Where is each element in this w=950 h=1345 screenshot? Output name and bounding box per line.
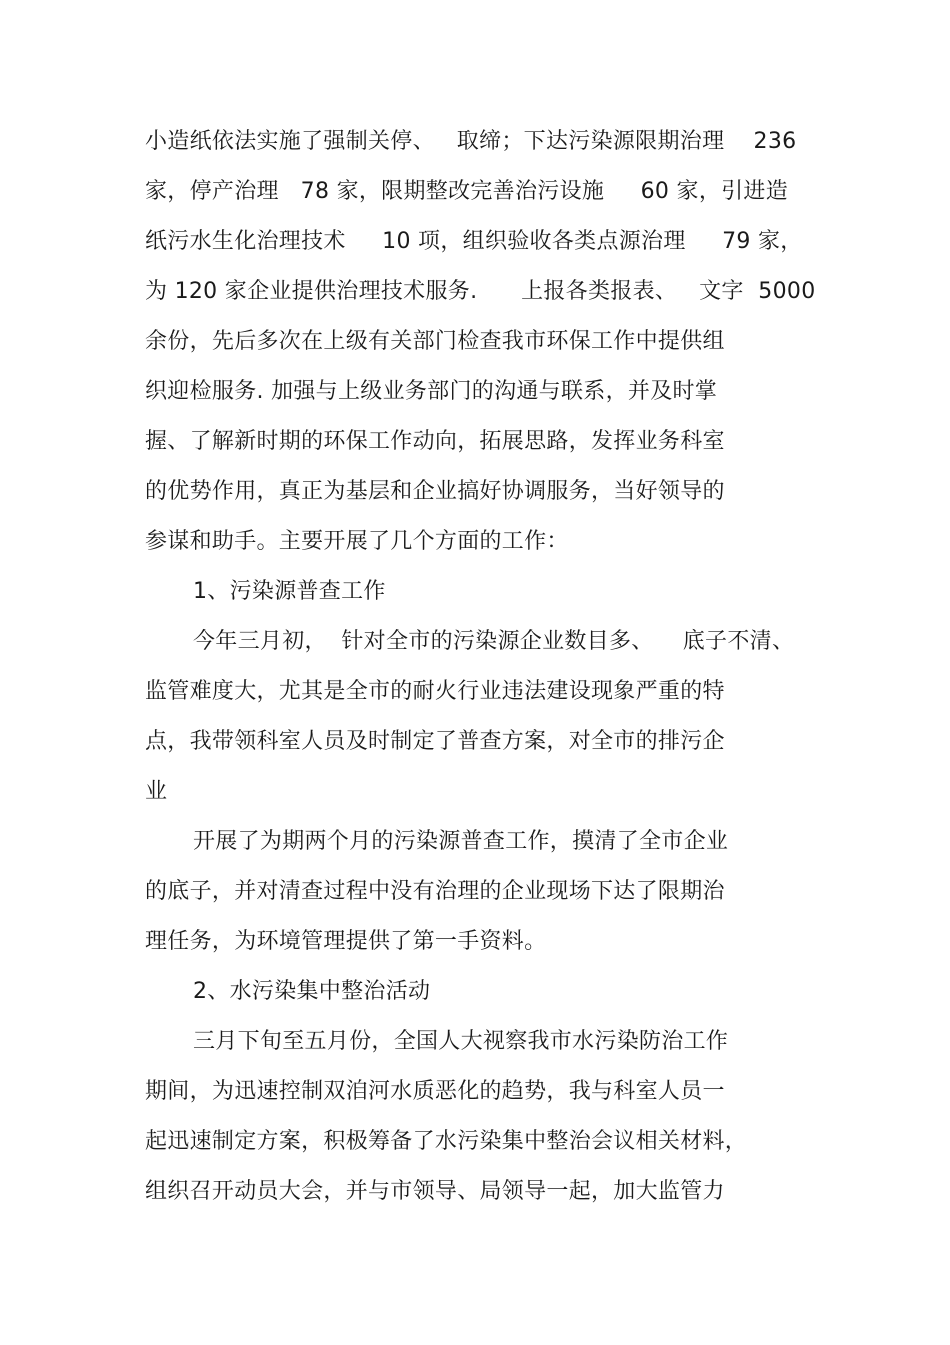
text-line: 今年三月初， 针对全市的污染源企业数目多、 底子不清、	[193, 629, 795, 654]
text-line: 的底子，并对清查过程中没有治理的企业现场下达了限期治	[145, 879, 725, 904]
text-line: 监管难度大，尤其是全市的耐火行业违法建设现象严重的特	[145, 679, 725, 704]
text-line: 余份，先后多次在上级有关部门检查我市环保工作中提供组	[145, 329, 725, 354]
text-line: 参谋和助手。主要开展了几个方面的工作：	[145, 529, 569, 554]
text-line: 理任务，为环境管理提供了第一手资料。	[145, 929, 547, 954]
text-line: 为 120 家企业提供治理技术服务. 上报各类报表、 文字 5000	[145, 279, 816, 304]
text-line: 小造纸依法实施了强制关停、 取缔；下达污染源限期治理 236	[145, 129, 797, 154]
section-heading: 1、污染源普查工作	[193, 579, 386, 604]
text-line: 三月下旬至五月份，全国人大视察我市水污染防治工作	[193, 1029, 729, 1054]
text-line: 期间，为迅速控制双洎河水质恶化的趋势，我与科室人员一	[145, 1079, 725, 1104]
text-line: 的优势作用，真正为基层和企业搞好协调服务，当好领导的	[145, 479, 725, 504]
text-line: 开展了为期两个月的污染源普查工作，摸清了全市企业	[193, 829, 729, 854]
text-line: 握、了解新时期的环保工作动向，拓展思路，发挥业务科室	[145, 429, 725, 454]
text-line: 点，我带领科室人员及时制定了普查方案，对全市的排污企	[145, 729, 725, 754]
text-line: 起迅速制定方案，积极筹备了水污染集中整治会议相关材料，	[145, 1129, 748, 1154]
text-line: 家，停产治理 78 家，限期整改完善治污设施 60 家，引进造	[145, 179, 789, 204]
section-heading: 2、水污染集中整治活动	[193, 979, 431, 1004]
text-line: 织迎检服务. 加强与上级业务部门的沟通与联系，并及时掌	[145, 379, 718, 404]
text-line: 组织召开动员大会，并与市领导、局领导一起，加大监管力	[145, 1179, 725, 1204]
text-line: 业	[145, 779, 168, 804]
text-line: 纸污水生化治理技术 10 项，组织验收各类点源治理 79 家，	[145, 229, 803, 254]
